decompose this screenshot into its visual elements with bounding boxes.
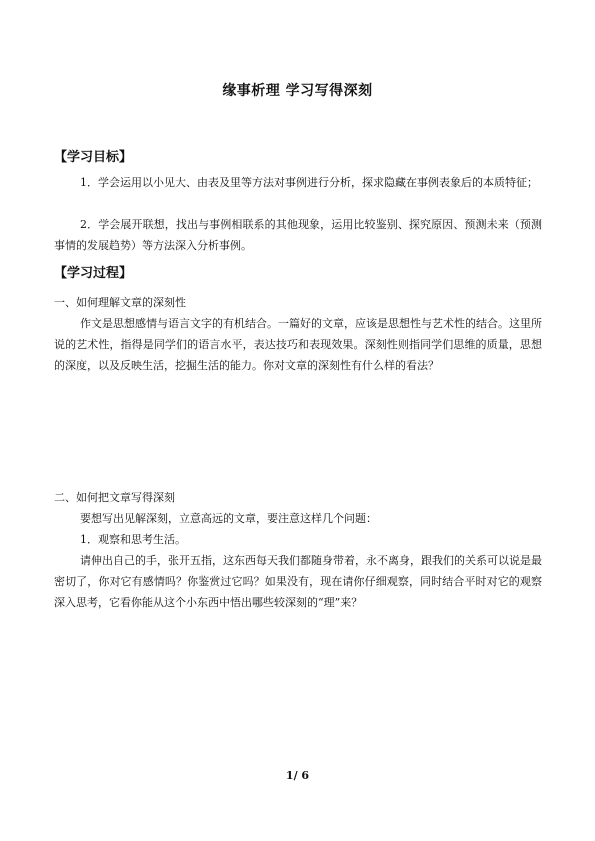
page-number: 1/ 6 — [285, 769, 310, 782]
part2-intro: 要想写出见解深刻，立意高远的文章，要注意这样几个问题： — [80, 512, 377, 525]
part2-title: 二、如何把文章写得深刻 — [54, 491, 175, 504]
part1-title: 一、如何理解文章的深刻性 — [54, 296, 186, 309]
document-title: 缘事析理 学习写得深刻 — [222, 83, 373, 99]
goal-item-2: 2．学会展开联想，找出与事例相联系的其他现象，运用比较鉴别、探究原因、预测未来（预测事情的发展趋势）等方法深入分析事例。 — [54, 218, 542, 252]
part2-body: 请伸出自己的手，张开五指，这东西每天我们都随身带着，永不离身，跟我们的关系可以说是最密切了，你对它有感情吗？你鉴赏过它吗？如果没有，现在请你仔细观察，同时结合平时对它的观察深入思考，它看你能从这个小东西中悟出哪些较深刻的“理”来？ — [54, 554, 542, 609]
part2-point1: 1．观察和思考生活。 — [80, 533, 186, 546]
goal-item-1: 1．学会运用以小见大、由表及里等方法对事例进行分析，探求隐藏在事例表象后的本质特征； — [80, 176, 538, 189]
process-heading: 【学习过程】 — [54, 266, 133, 281]
goals-heading: 【学习目标】 — [54, 150, 133, 165]
part1-body: 作文是思想感情与语言文字的有机结合。一篇好的文章，应该是思想性与艺术性的结合。这里所说的艺术性，指得是同学们的语言水平，表达技巧和表现效果。深刻性则指同学们思维的质量，思想的深度，以及反映生活，挖掘生活的能力。你对文章的深刻性有什么样的看法？ — [54, 317, 542, 372]
